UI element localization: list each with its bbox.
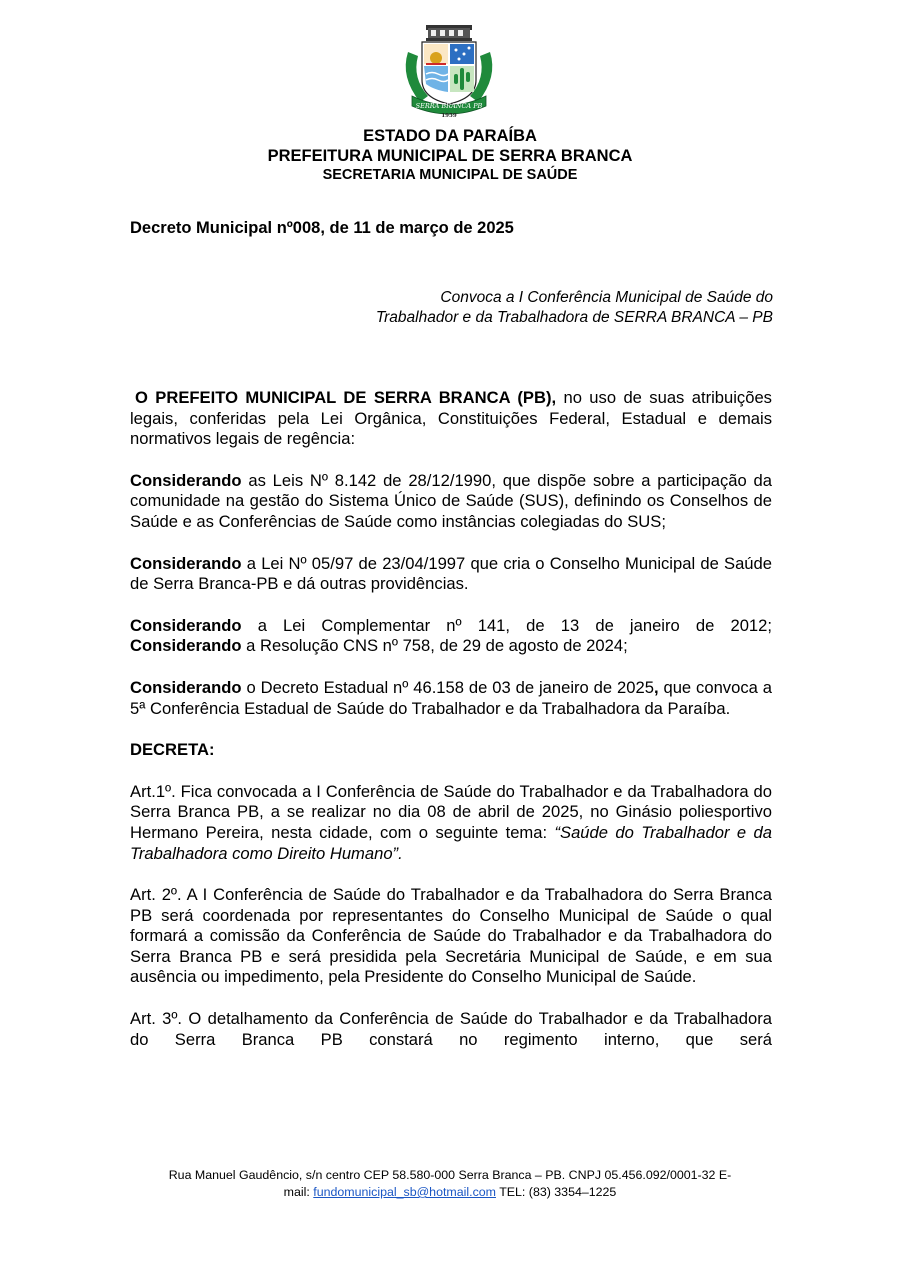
footer-email-prefix: mail: [283, 1185, 314, 1199]
crest-year: 1959 [441, 113, 457, 118]
considerando-line-4 [130, 636, 772, 657]
decree-summary [340, 288, 773, 328]
considerando-paragraph-3 [130, 616, 772, 657]
municipal-crest-logo [398, 22, 500, 118]
considerando-label: Considerando [130, 615, 242, 635]
considerando-text-3: a Lei Complementar nº 141, de 13 de janeiro de 2012; [241, 615, 772, 635]
footer-email-link[interactable]: fundomunicipal_sb@hotmail.com [313, 1185, 496, 1199]
considerando-line-3 [130, 616, 772, 637]
article-1 [130, 782, 772, 864]
considerando-label: Considerando [130, 636, 242, 656]
header-secretariat: SECRETARIA MUNICIPAL DE SAÚDE [322, 167, 578, 183]
considerando-label: Considerando [130, 677, 242, 697]
decree-body [130, 388, 772, 1071]
footer-address: Rua Manuel Gaudêncio, s/n centro CEP 58.580-000 Serra Branca – PB. CNPJ 05.456.092/0001-32 E- [168, 1168, 732, 1182]
preamble-paragraph [130, 388, 772, 450]
considerando-text-4: a Resolução CNS nº 758, de 29 de agosto de 2024; [241, 636, 628, 656]
considerando-label: Considerando [130, 553, 242, 573]
considerando-text-2: a Lei Nº 05/97 de 23/04/1997 que cria o Conselho Municipal de Saúde de Serra Branca-PB e dá outras providências. [130, 553, 772, 594]
considerando-paragraph-1 [130, 471, 772, 533]
header-prefecture: PREFEITURA MUNICIPAL DE SERRA BRANCA [267, 147, 633, 165]
article-1-text: Art.1º. Fica convocada a I Conferência de Saúde do Trabalhador e da Trabalhadora do Serra Branca PB, a se realizar no dia 08 de abril de 2025, no Ginásio poliesportivo Hermano Pereira, nesta cidade, com o seguinte tema: [130, 781, 772, 842]
considerando-paragraph-2 [130, 554, 772, 595]
document-header [0, 126, 900, 185]
header-state: ESTADO DA PARAÍBA [363, 127, 537, 145]
decreta-heading [130, 740, 772, 761]
decree-summary-line1: Convoca a I Conferência Municipal de Saúde do [440, 289, 773, 306]
preamble-text: no uso de suas atribuições legais, conferidas pela Lei Orgânica, Constituições Federal, Estadual e demais normativos legais de regência: [130, 388, 772, 449]
considerando-text-5a: o Decreto Estadual nº 46.158 de 03 de janeiro de 2025 [241, 677, 654, 697]
footer-contact [0, 1184, 900, 1201]
considerando-text-1: as Leis Nº 8.142 de 28/12/1990, que dispõe sobre a participação da comunidade na gestão do Sistema Único de Saúde (SUS), definindo os Conselhos de Saúde e as Conferências de Saúde como instâncias colegiadas do SUS; [130, 470, 772, 531]
footer-phone: TEL: (83) 3354–1225 [495, 1185, 617, 1199]
decreta-label: DECRETA: [130, 740, 215, 760]
considerando-paragraph-5 [130, 678, 772, 719]
decree-summary-line2: Trabalhador e da Trabalhadora de SERRA BRANCA – PB [375, 309, 773, 326]
article-3: Art. 3º. O detalhamento da Conferência de Saúde do Trabalhador e da Trabalhadora do Serra Branca PB constará no regimento interno, que será [130, 1009, 772, 1049]
crest-banner-text: SERRA BRANCA PB [415, 102, 483, 110]
article-2: Art. 2º. A I Conferência de Saúde do Trabalhador e da Trabalhadora do Serra Branca PB será coordenada por representantes do Conselho Municipal de Saúde o qual formará a comissão da Conferência de Saúde do Trabalhador e da Trabalhadora do Serra Branca PB e será presidida pela Secretária Municipal de Saúde, e em sua ausência ou impedimento, pela Presidente do Conselho Municipal de Saúde. [130, 885, 772, 987]
preamble-bold: O PREFEITO MUNICIPAL DE SERRA BRANCA (PB), [135, 388, 557, 407]
article-1-theme: “Saúde do Trabalhador e da Trabalhadora como Direito Humano”. [130, 822, 772, 863]
considerando-comma: , [653, 677, 659, 697]
considerando-label: Considerando [130, 470, 242, 490]
considerando-text-5b: que convoca a 5ª Conferência Estadual de Saúde do Trabalhador e da Trabalhadora da Paraíba. [130, 677, 772, 718]
decree-title: Decreto Municipal nº008, de 11 de março de 2025 [130, 219, 514, 237]
document-footer [0, 1167, 900, 1201]
